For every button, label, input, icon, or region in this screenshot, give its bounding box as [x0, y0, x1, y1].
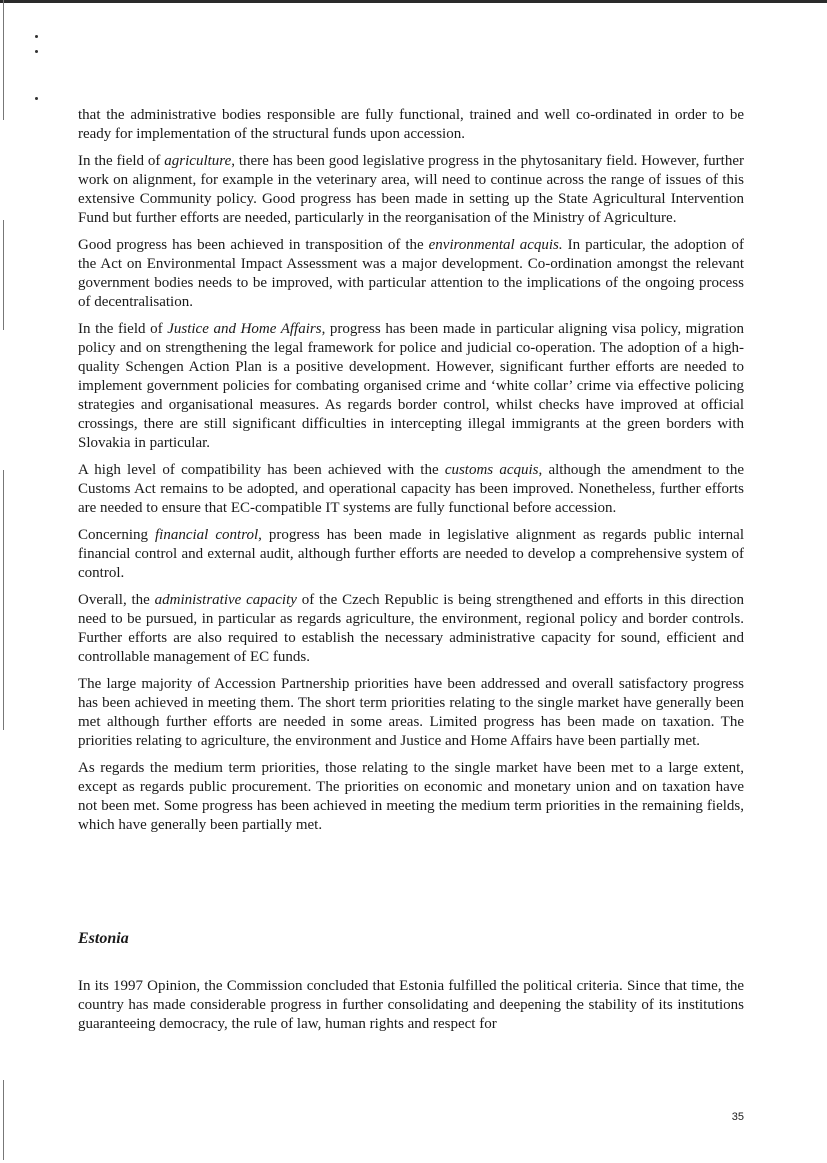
scan-edge-mark — [3, 0, 4, 120]
text-run: The large majority of Accession Partnership priorities have been addressed and overall satisfactory progress has been achieved in meeting them. The short term priorities relating to the single market have generally been met although further efforts are needed in some areas. Limited progress has been made on taxation. The priorities relating to agriculture, the environment and Justice and Home Affairs have been partially met. — [78, 676, 744, 749]
estonia-paragraph: In its 1997 Opinion, the Commission concluded that Estonia fulfilled the political criteria. Since that time, the country has made considerable progress in further consolidating and deepening the stability of its institutions guaranteeing democracy, the rule of law, human rights and respect for — [78, 978, 744, 1032]
italic-term: financial control, — [155, 527, 262, 543]
scan-edge-mark — [3, 470, 4, 730]
italic-term: Justice and Home Affairs — [167, 321, 322, 337]
binder-hole-dot — [35, 97, 38, 100]
italic-term: agriculture — [164, 153, 232, 169]
text-run: In the field of — [78, 153, 165, 169]
text-run: , there has been good legislative progress in the phytosanitary field. However, further work on alignment, for example in the veterinary area, will need to continue across the range of issues of this extensive Community policy. Good progress has been made in setting up the State Agricultural Intervention Fund but further efforts are needed, particularly in the reorganisation of the Ministry of Agriculture. — [78, 153, 745, 226]
body-paragraph — [78, 236, 744, 312]
body-paragraph — [78, 759, 744, 835]
italic-term: administrative capacity — [154, 592, 297, 608]
text-run: In the field of — [78, 321, 168, 337]
scan-edge-mark — [3, 220, 4, 330]
text-run: Overall, the — [78, 592, 155, 608]
report-body — [78, 106, 744, 843]
body-paragraph — [78, 152, 744, 228]
text-run: of the Czech Republic is being strengthened and efforts in this direction need to be pursued, in particular as regards agriculture, the environment, regional policy and border controls. Further efforts are also required to establish the necessary administrative capacity for sound, efficient and controllable management of EC funds. — [78, 592, 744, 665]
text-run: As regards the medium term priorities, those relating to the single market have been met to a large extent, except as regards public procurement. The priorities on economic and monetary union and on taxation have not been met. Some progress has been achieved in meeting the medium term priorities in the remaining fields, which have generally been partially met. — [78, 760, 744, 833]
text-run: Good progress has been achieved in transposition of the — [78, 237, 429, 253]
scan-edge-mark — [3, 1080, 4, 1160]
text-run: Concerning — [78, 527, 156, 543]
text-run: In particular, the adoption of the Act on Environmental Impact Assessment was a major development. Co-ordination amongst the relevant government bodies needs to be improved, with particular attention to the implications of the ongoing process of decentralisation. — [78, 237, 744, 310]
body-paragraph — [78, 461, 744, 518]
text-run: progress has been made in legislative alignment as regards public internal financial control and external audit, although further efforts are needed to develop a comprehensive system of control. — [78, 527, 744, 581]
section-heading: Estonia — [78, 930, 129, 947]
body-paragraph — [78, 675, 744, 751]
body-paragraph — [78, 591, 744, 667]
text-run: , although the amendment to the Customs Act remains to be adopted, and operational capacity has been improved. Nonetheless, further efforts are needed to ensure that EC-compatible IT systems are fully functional before accession. — [78, 462, 744, 516]
binder-hole-dot — [35, 35, 38, 38]
page-number: 35 — [731, 1111, 744, 1123]
text-run: that the administrative bodies responsible are fully functional, trained and well co-ordinated in order to be ready for implementation of the structural funds upon accession. — [78, 107, 744, 142]
text-run: A high level of compatibility has been achieved with the — [78, 462, 445, 478]
body-paragraph — [78, 526, 744, 583]
body-paragraph — [78, 320, 744, 453]
body-paragraph — [78, 106, 744, 144]
text-run: , progress has been made in particular aligning visa policy, migration policy and on strengthening the legal framework for police and judicial co-operation. The adoption of a high-quality Schengen Action Plan is a positive development. However, significant further efforts are needed to implement government policies for combating organised crime and ‘white collar’ crime via effective policing strategies and organisational measures. As regards border control, whilst checks have improved at official crossings, there are still significant difficulties in intercepting illegal immigrants at the green borders with Slovakia in particular. — [78, 321, 744, 451]
page-top-rule — [0, 0, 827, 3]
italic-term: environmental acquis. — [428, 237, 563, 253]
italic-term: customs acquis — [444, 462, 539, 478]
binder-hole-dot — [35, 50, 38, 53]
